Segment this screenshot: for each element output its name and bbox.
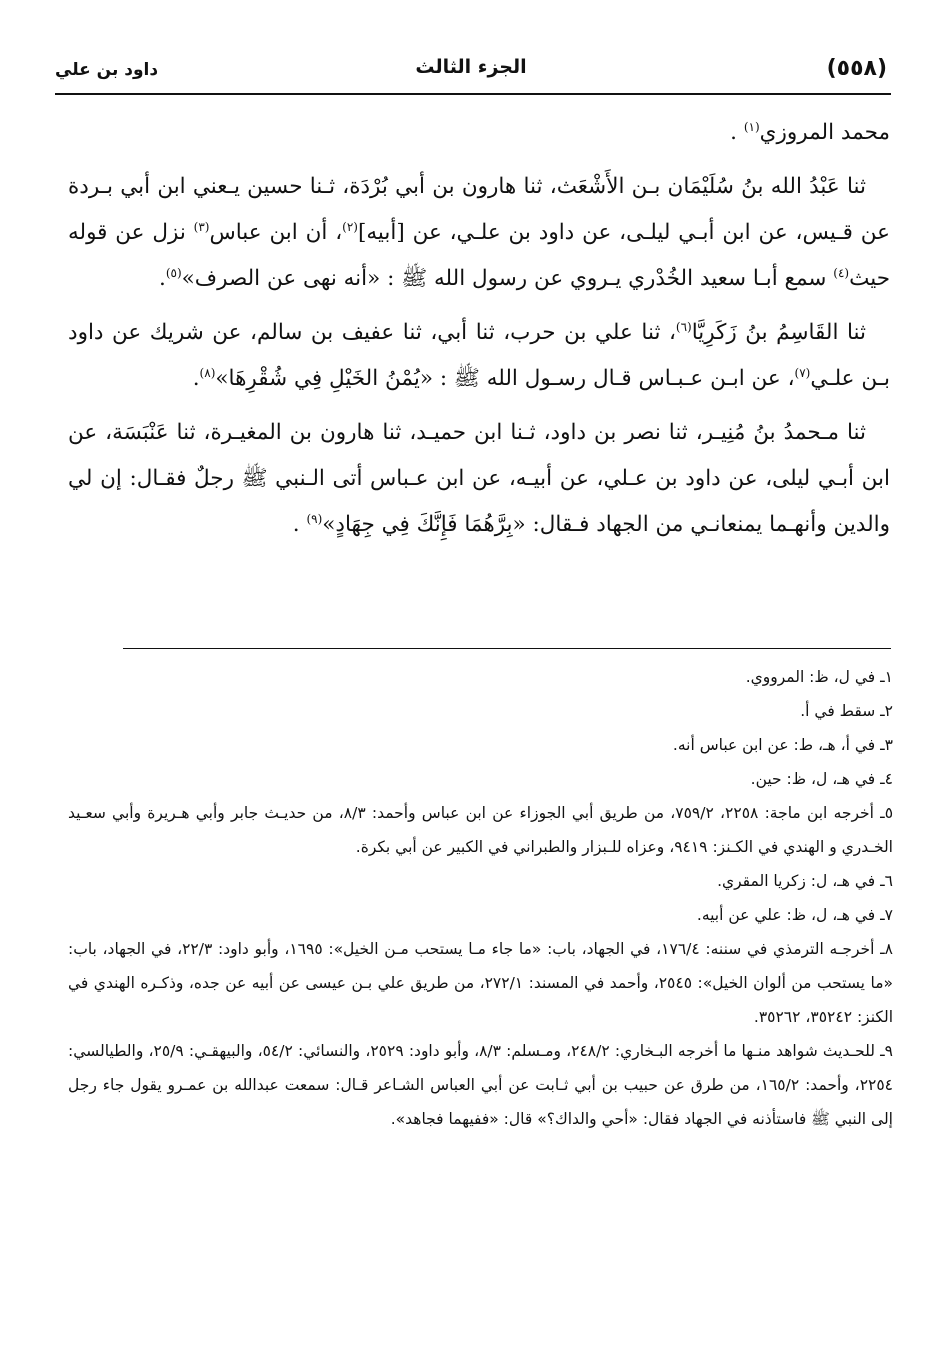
running-head-name: داود بن علي — [55, 60, 159, 80]
footnote-ref: (٣) — [193, 219, 210, 234]
paragraph-4 — [68, 410, 890, 548]
footnote-ref: (١) — [743, 119, 760, 134]
part-title: الجزء الثالث — [415, 56, 527, 78]
paragraph-text: . — [292, 512, 307, 537]
header-rule — [55, 93, 891, 95]
paragraph-1 — [68, 110, 890, 156]
page-number: (٥٥٨) — [826, 56, 887, 81]
paragraph-text: ثنا مـحمدُ بنُ مُنِيـر، ثنا نصر بن داود، ثـنا ابن حميـد، ثنا هارون بن المغيـرة، ثنا عَنْبَسَة، عن ابن أبـي ليلى، عن داود بن عـلي، عن أبيـه، عن ابن عـباس أتى الـنبي ﷺ رجلٌ فقـال: إن لي والدين وأنهـما يمنعانـي من الجهاد فـقال: «بِرَّهُمَا فَإِنَّكَ فِي جِهَادٍ» — [68, 420, 890, 537]
footnote-ref: (٤) — [833, 265, 850, 280]
paragraph-text: . — [158, 266, 166, 291]
main-text — [68, 110, 890, 556]
footnote-ref: (٨) — [199, 365, 216, 380]
footnote-8: ٨ـ أخرجـه الترمذي في سننه: ١٧٦/٤، في الجهاد، باب: «ما جاء مـا يستحب مـن الخيل»: ١٦٩٥، وأبو داود: ٢٢/٣، في الجهاد، باب: «ما يستحب من ألوان الخيل»: ٢٥٤٥، وأحمد في المسند: ٢٧٢/١، من طريق علي بـن عيسى عن أبيه عن جده، وذكـره الهندي في الكنز: ٣٥٢٤٢، ٣٥٢٦٢. — [68, 940, 893, 1026]
paragraph-text: محمد المروزي — [759, 120, 890, 145]
paragraph-text: ، عن ابـن عـبـاس قـال رسـول الله ﷺ : «يُمْنُ الخَيْلِ فِي شُقْرِهَا» — [215, 366, 795, 391]
paragraph-3 — [68, 310, 890, 402]
footnote-ref: (٦) — [675, 319, 692, 334]
footnote-2: ٢ـ سقط في أ. — [800, 702, 893, 720]
page-header — [55, 50, 887, 90]
paragraph-text: . — [192, 366, 200, 391]
footnote-separator — [123, 648, 891, 649]
paragraph-text: ، ثنا علي بن حرب، ثنا أبي، ثنا عفيف بن سالم، عن شريك عن داود بـن علـي — [68, 320, 890, 391]
paragraph-2 — [68, 164, 890, 302]
footnote-4: ٤ـ في هـ، ل، ظ: حين. — [750, 770, 893, 788]
footnote-ref: (٩) — [306, 511, 323, 526]
footnote-ref: (٧) — [794, 365, 811, 380]
paragraph-text: . — [730, 120, 744, 145]
paragraph-text: ثنا القَاسِمُ بنُ زَكَرِيَّا — [691, 320, 867, 345]
paragraph-text: سمع أبـا سعيد الخُدْري يـروي عن رسول الله ﷺ : «أنه نهى عن الصرف» — [181, 266, 834, 291]
footnote-9: ٩ـ للحـديث شواهد منـها ما أخرجه البـخاري: ٢٤٨/٢، ومـسلم: ٨/٣، وأبو داود: ٢٥٢٩، والنسائي: ٥٤/٢، والبيهقـي: ٢٥/٩، والطيالسي: ٢٢٥٤، وأحمد: ١٦٥/٢، من طرق عن حبيب بن أبي ثـابت عن أبي العباس الشـاعر قـال: سمعت عبدالله بن عمـرو يقول جاء رجل إلى النبي ﷺ فاستأذنه في الجهاد فقال: «أحي والداك؟» قال: «ففيهما فجاهد». — [68, 1042, 893, 1128]
footnote-7: ٧ـ في هـ، ل، ظ: علي عن أبيه. — [696, 906, 893, 924]
paragraph-text: نزل عن قوله حيث — [68, 220, 890, 291]
footnote-ref: (٥) — [165, 265, 182, 280]
footnote-6: ٦ـ في هـ، ل: زكريا المقري. — [717, 872, 893, 890]
footnotes — [68, 660, 893, 1136]
footnote-5: ٥ـ أخرجه ابن ماجة: ٢٢٥٨، ٧٥٩/٢، من طريق أبي الجوزاء عن ابن عباس وأحمد: ٨/٣، من حديـث جابر وأبي هـريرة وأبي سعـيد الخـدري و الهندي في الكـنز: ٩٤١٩، وعزاه للـبزار والطبراني في الكبير عن أبي بكرة. — [68, 804, 894, 856]
paragraph-text: ، أن ابن عباس — [209, 220, 343, 245]
footnote-ref: (٢) — [342, 219, 358, 234]
paragraph-text: ثنا عَبْدُ الله بنُ سُلَيْمَان بـن الأَشْعَث، ثنا هارون بن أبي بُرْدَة، ثـنا حسين يـعني ابن أبي بـردة عن قـيس، عن ابن أبـي ليلـى، عن داود بن علـي، عن [أبيه] — [68, 174, 890, 245]
footnote-3: ٣ـ في أ، هـ، ط: عن ابن عباس أنه. — [672, 736, 893, 754]
footnote-1: ١ـ في ل، ظ: المرووي. — [745, 668, 893, 686]
